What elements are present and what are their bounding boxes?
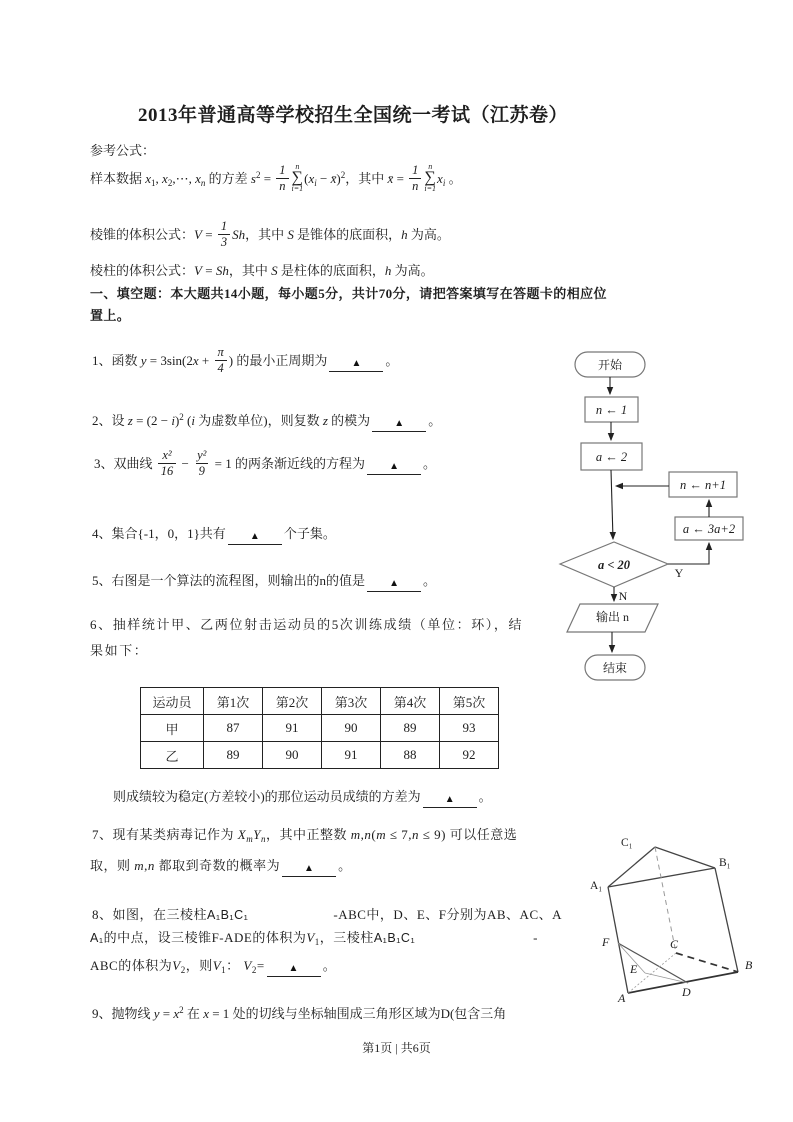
fraction-numerator: y² [197,448,207,462]
text-segment: 。 [423,573,437,588]
text-segment: X [237,827,247,842]
text-segment: A₁B₁C₁ [207,908,249,922]
vertex-label-B: B [745,958,753,972]
flowchart-no-label: N [618,589,628,603]
answer-blank: ▲ [367,578,421,592]
fraction-denominator: 16 [158,463,177,479]
text-segment: 果如下： [90,643,149,658]
text-segment: 。 [338,858,352,873]
text-segment: 1 [314,937,320,947]
summation-lower: i=1 [291,184,304,194]
summation-upper: n [428,162,433,171]
table-header-cell: 第1次 [204,688,263,715]
text-segment: 的方差 [205,171,251,187]
text-segment: ，其中 [345,171,388,187]
table-cell: 91 [322,742,381,769]
text-segment: = (2 − [132,413,172,428]
text-segment: 是柱体的底面积， [277,263,385,278]
formula-variance [90,162,462,195]
text-segment: = [260,171,275,187]
text-segment: = 1 [211,455,232,471]
text-segment: 可以任意选 [445,827,518,842]
table-header-cell: 第5次 [440,688,499,715]
text-segment: h [384,263,392,278]
edge-C1-B1 [655,847,715,868]
fraction [218,219,230,249]
scores-table [140,687,499,769]
text-segment: x [195,171,201,187]
fraction-numerator: π [217,345,224,359]
text-segment: ，三棱柱 [319,930,374,945]
text-segment: 2 [167,178,173,189]
text-segment: s [250,171,256,187]
text-segment: z [322,413,328,428]
answer-blank: ▲ [367,461,421,475]
question-2 [92,408,441,432]
text-segment: 1、函数 [92,352,141,368]
text-segment: m [376,827,387,842]
fraction-numerator: 1 [220,219,228,233]
answer-blank: ▲ [282,863,336,877]
text-segment: 在 [183,1006,204,1021]
flowchart-assign-a-node: a ← 2 [595,450,628,464]
flowchart-start-node: 开始 [597,358,622,372]
text-segment: = [201,226,216,242]
text-segment: A₁ [90,931,104,945]
text-segment: 的中点，设三棱锥F-ADE的体积为 [103,930,307,945]
text-segment: 2 [340,170,346,181]
question-7-line2 [90,856,352,877]
question-8-line2 [90,928,538,952]
text-segment: 棱锥的体积公式： [90,226,195,242]
flowchart-output-node: 输出 n [595,610,629,624]
text-segment: x [145,171,152,187]
table-cell: 88 [381,742,440,769]
text-segment: x̄ [330,171,337,187]
text-segment: V [212,958,222,973]
flowchart-yes-label: Y [674,566,684,580]
text-segment: x [192,352,199,368]
text-segment: ABC的体积为 [90,958,173,973]
fraction-denominator: n [276,178,288,194]
text-segment: 的最小正周期为 [233,352,328,368]
table-cell: 89 [381,715,440,742]
text-segment: i [442,178,446,189]
fraction-denominator: 4 [215,360,227,376]
summation-sigma: ∑ [424,169,436,186]
text-segment: x [308,171,315,187]
table-cell: 93 [440,715,499,742]
section-heading-line1: 一、填空题：本大题共14小题，每小题5分，共计70分，请把答案填写在答题卡的相应位 [90,286,607,301]
text-segment: 为虚数单位)，则复数 [195,413,323,428]
table-row [141,742,499,769]
vertex-label-A1: A₁ [590,880,603,892]
text-segment: n [411,827,419,842]
text-segment: 为高。 [391,263,434,278]
text-segment: Y [253,827,261,842]
text-segment: 。 [385,352,399,368]
text-segment: V [194,263,202,278]
text-segment: = 1 [208,1006,230,1021]
question-1 [92,347,398,377]
text-segment: - [533,930,539,945]
text-segment: 3、双曲线 [94,455,156,471]
question-5 [92,571,436,592]
text-segment: = [393,171,408,187]
text-segment: i [314,178,317,189]
text-segment: 为高。 [407,226,450,242]
text-segment: ) [336,171,341,187]
text-segment: + [198,352,213,368]
answer-blank: ▲ [267,963,321,977]
table-header-cell: 第4次 [381,688,440,715]
text-segment: y [153,1006,160,1021]
text-segment: 棱柱的体积公式： [90,263,195,278]
text-segment: ≤ 7, [386,827,412,842]
vertex-label-B1: B₁ [719,857,731,869]
text-segment: 2 [179,1005,184,1015]
flowchart-shapes [550,345,793,690]
text-segment: S [271,263,278,278]
table-header-row [141,688,499,715]
text-segment: n [260,834,266,844]
flowchart-update-a-node: a ← 3a+2 [682,522,736,536]
text-segment: z [127,413,133,428]
text-segment: ,⋯, [172,171,196,187]
question-4 [92,524,336,545]
text-segment: 。 [478,789,492,804]
vertex-label-E: E [630,962,638,976]
vertex-label-A: A [618,991,626,1005]
text-segment: ( [183,413,192,428]
text-segment: 。 [322,958,337,973]
text-segment: 5、右图是一个算法的流程图，则输出的n的值是 [92,573,366,588]
fraction-denominator: 3 [218,234,230,250]
vertex-label-F: F [602,935,610,949]
text-segment: 的模为 [327,413,371,428]
table-cell: 87 [204,715,263,742]
fraction-denominator: 9 [196,463,208,479]
table-cell: 90 [263,742,322,769]
text-segment: ≤ 9) [418,827,446,842]
fraction-numerator: 1 [279,163,286,178]
text-segment: 4、集合{-1，0，1}共有 [92,526,226,541]
fraction [215,345,227,375]
text-segment: 。 [428,413,442,428]
text-segment: x [173,1006,180,1021]
edge-B1-B [715,868,738,972]
text-segment: ) [228,352,234,368]
text-segment: x̄ [387,171,394,187]
vertex-label-C: C [670,937,679,951]
text-segment: 6、抽样统计甲、乙两位射击运动员的5次训练成绩（单位：环），结 [90,617,524,632]
question-8-line3 [90,956,336,980]
vertex-label-C1: C₁ [621,837,633,849]
text-segment: Sh [215,263,229,278]
text-segment: 则成绩较为稳定(方差较小)的那位运动员成绩的方差为 [113,789,421,804]
table-header-cell: 运动员 [141,688,204,715]
summation-upper: n [295,162,300,171]
question-3 [94,450,436,480]
text-segment: m [350,827,361,842]
text-segment: 的两条渐近线的方程为 [231,455,366,471]
page-footer: 第1页 | 共6页 [362,1041,431,1055]
question-8-line1 [92,905,562,925]
table-row [141,715,499,742]
text-segment: -ABC中，D、E、F分别为AB、AC、A [333,907,562,922]
text-segment: ，其中 [228,263,272,278]
answer-blank: ▲ [329,358,383,372]
arrow-a-to-cond [611,470,613,539]
reference-heading: 参考公式： [90,143,156,158]
flowchart-assign-n-node: n ← 1 [595,403,628,417]
text-segment: m [246,834,254,844]
fraction-numerator: 1 [412,163,419,178]
text-segment: Sh [232,226,246,242]
text-segment: i [191,413,196,428]
fraction [194,448,209,478]
fraction-denominator: n [409,178,421,194]
text-segment: ，其中 [245,226,288,242]
fraction [409,163,421,193]
text-segment: x [437,171,443,187]
algorithm-flowchart [550,345,793,690]
segment-E-D [645,973,688,983]
text-segment: ) [174,413,180,428]
text-segment: = [159,1006,174,1021]
fraction-numerator: x² [162,448,172,462]
table-cell: 乙 [141,742,204,769]
vertex-label-D: D [682,985,691,999]
table-header-cell: 第3次 [322,688,381,715]
question-6-line1 [90,615,523,634]
text-segment: 个子集。 [283,526,336,541]
text-segment: A₁B₁C₁ [373,931,416,945]
text-segment: 取，则 [90,858,135,873]
text-segment: V [172,958,181,973]
text-segment: 1 [151,178,156,189]
text-segment: 处的切线与坐标轴围成三角形区域为D(包含三角 [229,1006,507,1021]
question-7-line1 [92,825,517,849]
fraction [276,163,288,193]
hidden-edge-C-B [676,953,738,972]
text-segment: V [243,958,252,973]
summation-lower: i=1 [424,184,437,194]
formula-prism-volume [90,261,434,280]
text-segment: h [401,226,408,242]
text-segment: 9、抛物线 [92,1006,154,1021]
text-segment: n [364,827,372,842]
question-6-conclusion [113,787,492,808]
text-segment: = [256,958,265,973]
edge-A1-C1 [608,847,655,887]
summation-sigma: ∑ [291,169,304,186]
text-segment: x [162,171,168,187]
section-heading-line2: 置上。 [90,308,131,323]
text-segment: n [147,858,155,873]
text-segment: , [360,827,365,842]
text-segment: ，则 [185,958,213,973]
text-segment: 2 [251,965,257,975]
text-segment: 2、设 [92,413,128,428]
table-cell: 甲 [141,715,204,742]
answer-blank: ▲ [423,794,477,808]
answer-blank: ▲ [372,418,426,432]
text-segment: V [194,226,202,242]
summation [292,163,304,193]
text-segment: 7、现有某类病毒记作为 [92,827,238,842]
text-segment: = [201,263,216,278]
fraction [158,448,177,478]
text-segment: ： [226,958,244,973]
prism-figure [588,826,793,1021]
summation [424,163,436,193]
text-segment: 都取到奇数的概率为 [154,858,281,873]
table-cell: 92 [440,742,499,769]
question-9 [92,1001,506,1023]
text-segment: 是锥体的底面积， [293,226,402,242]
text-segment: i [171,413,175,428]
table-cell: 91 [263,715,322,742]
text-segment: 。 [423,455,437,471]
text-segment: , [144,858,148,873]
page-title: 2013年普通高等学校招生全国统一考试（江苏卷） [137,105,568,126]
text-segment: 样本数据 [90,171,146,187]
text-segment: ( [371,827,377,842]
text-segment: y [140,352,147,368]
text-segment: n [200,178,206,189]
text-segment: − [316,171,331,187]
formula-cone-volume [90,221,450,251]
edge-A1-A [608,887,628,993]
text-segment: 8、如图，在三棱柱 [92,907,208,922]
text-segment: 2 [179,412,184,422]
text-segment: , [155,171,163,187]
text-segment: V [306,930,315,945]
table-header-cell: 第2次 [263,688,322,715]
text-segment: 1 [221,965,227,975]
text-segment: 。 [445,171,462,187]
table-cell: 90 [322,715,381,742]
flowchart-inc-n-node: n ← n+1 [680,478,726,492]
text-segment: 2 [180,965,186,975]
flowchart-condition-node: a < 20 [597,558,631,572]
text-segment: m [134,858,145,873]
question-6-line2 [90,641,148,660]
flowchart-end-node: 结束 [602,661,627,675]
text-segment: = 3sin(2 [146,352,193,368]
table-cell: 89 [204,742,263,769]
text-segment: x [203,1006,209,1021]
text-segment: ( [304,171,309,187]
text-segment: 2 [255,170,261,181]
text-segment: ，其中正整数 [265,827,351,842]
text-segment: − [178,455,193,471]
arrow-cond-yes [668,543,709,564]
answer-blank: ▲ [228,531,282,545]
text-segment: S [287,226,294,242]
